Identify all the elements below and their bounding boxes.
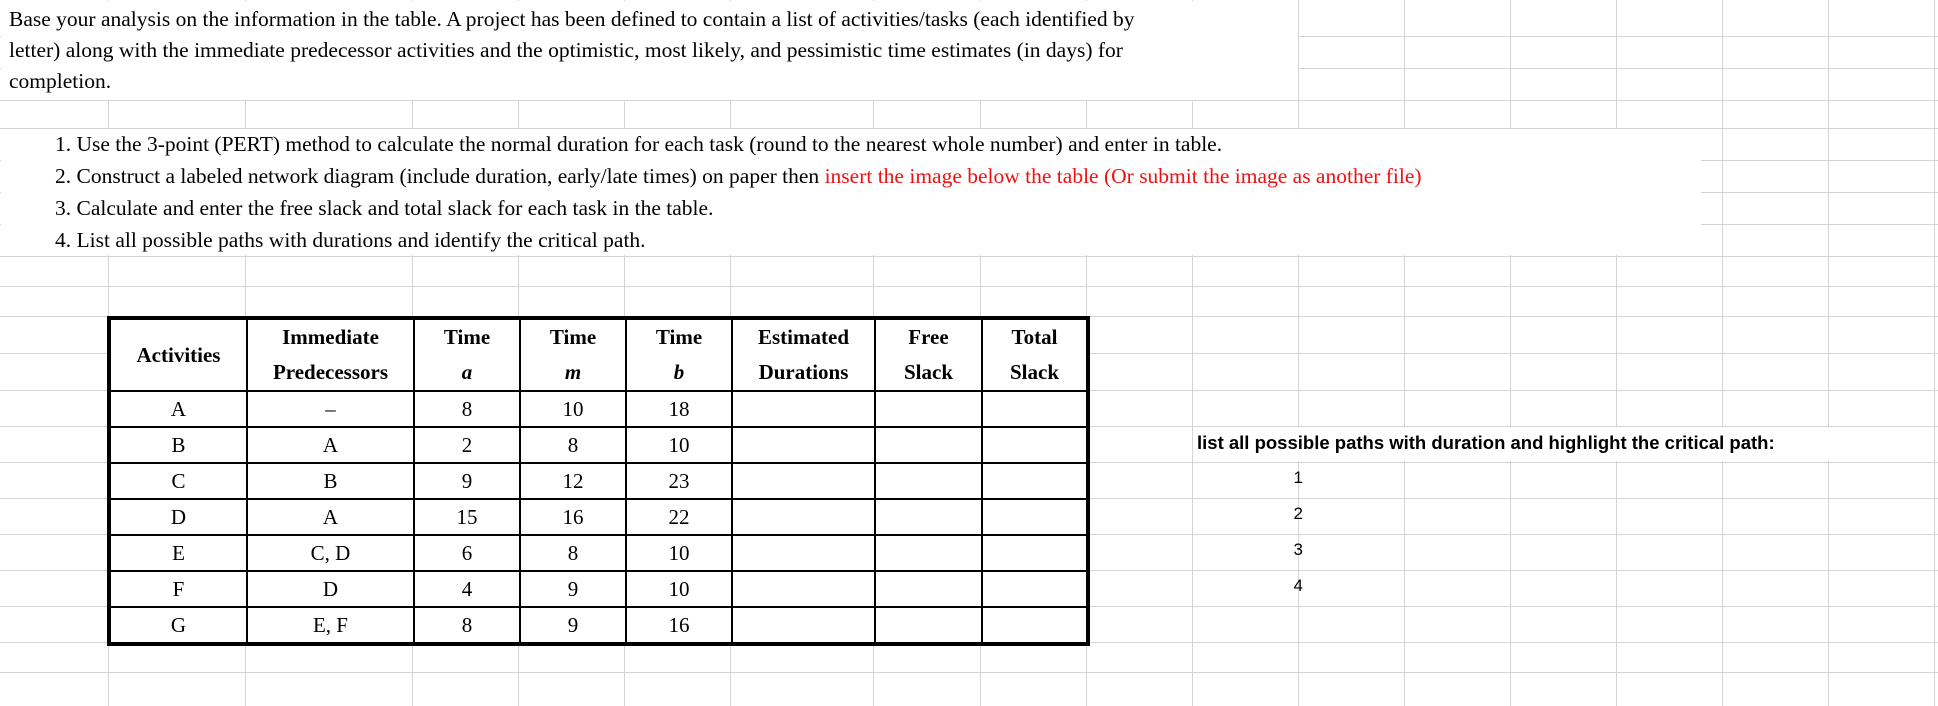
- cell-estimated-duration[interactable]: [732, 535, 875, 571]
- cell-free-slack[interactable]: [875, 571, 982, 607]
- intro-line-3: completion.: [9, 69, 112, 93]
- cell-activity: B: [109, 427, 247, 463]
- cell-time-m: 8: [520, 427, 626, 463]
- cell-time-a: 6: [414, 535, 520, 571]
- table-row: [109, 427, 1088, 463]
- cell-activity: F: [109, 571, 247, 607]
- cell-total-slack[interactable]: [982, 571, 1088, 607]
- cell-activity: D: [109, 499, 247, 535]
- header-total-slack: Total Slack: [982, 318, 1088, 391]
- cell-free-slack[interactable]: [875, 391, 982, 427]
- header-time-b: Time b: [626, 318, 732, 391]
- cell-time-b: 18: [626, 391, 732, 427]
- instruction-4-text: 4. List all possible paths with durations and identify the critical path.: [55, 228, 646, 252]
- instruction-2-text: 2. Construct a labeled network diagram (include duration, early/late times) on paper then: [55, 164, 825, 188]
- intro-line-2: letter) along with the immediate predecessor activities and the optimistic, most likely, and pessimistic time estimates (in days) for: [9, 38, 1123, 62]
- cell-free-slack[interactable]: [875, 607, 982, 644]
- cell-total-slack[interactable]: [982, 607, 1088, 644]
- cell-predecessors: C, D: [247, 535, 414, 571]
- table-row: [109, 571, 1088, 607]
- cell-activity: E: [109, 535, 247, 571]
- cell-time-b: 16: [626, 607, 732, 644]
- cell-total-slack[interactable]: [982, 463, 1088, 499]
- instruction-1: [55, 128, 1655, 160]
- header-activities: Activities: [109, 318, 247, 391]
- cell-time-a: 8: [414, 607, 520, 644]
- instruction-list: [55, 128, 1655, 256]
- cell-time-m: 10: [520, 391, 626, 427]
- cell-time-m: 9: [520, 571, 626, 607]
- table-row: [109, 391, 1088, 427]
- cell-total-slack[interactable]: [982, 499, 1088, 535]
- cell-time-m: 12: [520, 463, 626, 499]
- cell-predecessors: E, F: [247, 607, 414, 644]
- intro-paragraph: [9, 4, 1289, 97]
- cell-time-b: 22: [626, 499, 732, 535]
- header-free-slack: Free Slack: [875, 318, 982, 391]
- cell-time-a: 8: [414, 391, 520, 427]
- table-row: [109, 535, 1088, 571]
- cell-time-b: 10: [626, 427, 732, 463]
- cell-predecessors: B: [247, 463, 414, 499]
- cell-total-slack[interactable]: [982, 391, 1088, 427]
- cell-time-a: 9: [414, 463, 520, 499]
- cell-total-slack[interactable]: [982, 535, 1088, 571]
- cell-predecessors: D: [247, 571, 414, 607]
- cell-estimated-duration[interactable]: [732, 499, 875, 535]
- cell-free-slack[interactable]: [875, 535, 982, 571]
- cell-time-a: 15: [414, 499, 520, 535]
- cell-estimated-duration[interactable]: [732, 607, 875, 644]
- cell-time-m: 16: [520, 499, 626, 535]
- cell-time-a: 4: [414, 571, 520, 607]
- table-row: [109, 463, 1088, 499]
- cell-estimated-duration[interactable]: [732, 571, 875, 607]
- table-header-row: [109, 318, 1088, 391]
- instruction-3-text: 3. Calculate and enter the free slack and total slack for each task in the table.: [55, 196, 714, 220]
- instruction-2-highlight: insert the image below the table (Or submit the image as another file): [824, 164, 1422, 188]
- table-row: [109, 607, 1088, 644]
- table-row: [109, 499, 1088, 535]
- cell-total-slack[interactable]: [982, 427, 1088, 463]
- cell-free-slack[interactable]: [875, 499, 982, 535]
- paths-title: list all possible paths with duration and highlight the critical path:: [1197, 432, 1775, 453]
- cell-estimated-duration[interactable]: [732, 427, 875, 463]
- cell-predecessors: –: [247, 391, 414, 427]
- path-number-2: 2: [1293, 504, 1303, 523]
- header-time-m: Time m: [520, 318, 626, 391]
- path-number-1: 1: [1293, 468, 1303, 487]
- cell-time-b: 10: [626, 571, 732, 607]
- intro-line-1: Base your analysis on the information in the table. A project has been defined to contain a list of activities/tasks (each identified by: [9, 7, 1135, 31]
- instruction-2: [55, 160, 1655, 192]
- cell-free-slack[interactable]: [875, 463, 982, 499]
- pert-table: [107, 316, 1090, 646]
- path-number-3: 3: [1293, 540, 1303, 559]
- cell-time-a: 2: [414, 427, 520, 463]
- cell-time-b: 10: [626, 535, 732, 571]
- path-number-4: 4: [1293, 576, 1303, 595]
- cell-predecessors: A: [247, 427, 414, 463]
- header-predecessors: Immediate Predecessors: [247, 318, 414, 391]
- header-estimated-durations: Estimated Durations: [732, 318, 875, 391]
- cell-time-b: 23: [626, 463, 732, 499]
- cell-time-m: 9: [520, 607, 626, 644]
- cell-predecessors: A: [247, 499, 414, 535]
- cell-estimated-duration[interactable]: [732, 391, 875, 427]
- header-time-a: Time a: [414, 318, 520, 391]
- cell-activity: A: [109, 391, 247, 427]
- instruction-3: [55, 192, 1655, 224]
- cell-free-slack[interactable]: [875, 427, 982, 463]
- cell-activity: C: [109, 463, 247, 499]
- cell-time-m: 8: [520, 535, 626, 571]
- cell-activity: G: [109, 607, 247, 644]
- cell-estimated-duration[interactable]: [732, 463, 875, 499]
- instruction-4: [55, 224, 1655, 256]
- instruction-1-text: 1. Use the 3-point (PERT) method to calculate the normal duration for each task (round to the nearest whole number) and enter in table.: [55, 132, 1223, 156]
